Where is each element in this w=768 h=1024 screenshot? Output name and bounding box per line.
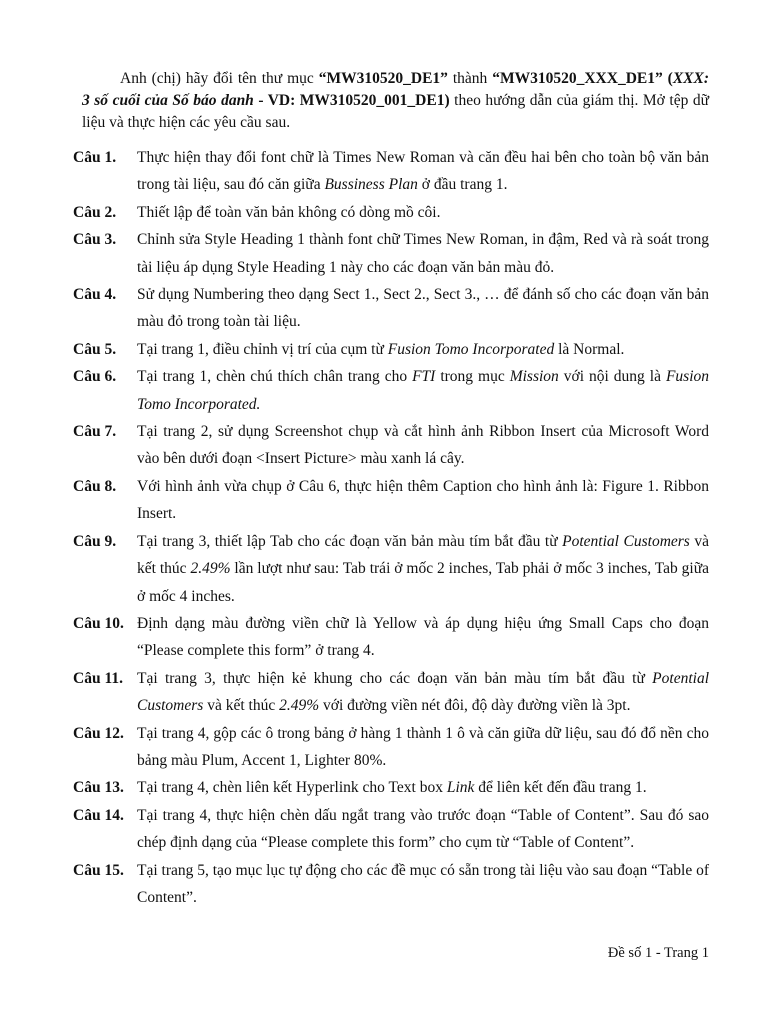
question-text-part: Tại trang 3, thiết lập Tab cho các đoạn văn bản màu tím bắt đầu từ [137,532,563,550]
italic-term: 2.49% [279,697,320,715]
intro-text-2: thành [447,70,493,87]
question-number: Câu 3. [73,231,117,249]
question-text [137,774,709,801]
question-text-part: ở đầu trang 1. [417,176,508,194]
question-text [137,610,709,665]
question-text-part: Tại trang 5, tạo mục lục tự động cho các đề mục có sẵn trong tài liệu vào sau đoạn “Table of Content”. [137,861,710,906]
question-text [137,418,709,473]
question-text-part: Sử dụng Numbering theo dạng Sect 1., Sect 2., Sect 3., … để đánh số cho các đoạn văn bản màu đỏ trong toàn tài liệu. [137,286,709,331]
question-number: Câu 2. [73,203,117,221]
question-text-part: để liên kết đến đầu trang 1. [474,779,647,797]
question-item [73,665,709,720]
italic-term: FTI [412,368,436,386]
page-footer: Đề số 1 - Trang 1 [607,945,709,961]
new-folder-name: “MW310520_XXX_DE1” [492,70,663,87]
old-folder-name: “MW310520_DE1” [318,70,448,87]
question-text-part: Tại trang 3, thực hiện kẻ khung cho các đoạn văn bản màu tím bắt đầu từ [137,669,653,687]
question-text-part: Tại trang 4, thực hiện chèn dấu ngắt trang vào trước đoạn “Table of Content”. Sau đó sao chép định dạng của “Please complete this form” cho cụm từ “Table of Content”. [137,806,709,852]
italic-term: Mission [509,368,559,386]
question-number: Câu 4. [73,286,117,304]
question-text [137,802,709,857]
intro-paren-open: ( [662,70,673,87]
question-item [73,199,709,226]
question-text [137,363,709,418]
intro-example: - VD: MW310520_001_DE1) [253,92,450,109]
question-number: Câu 14. [73,806,124,824]
question-text-part: với đường viền nét đôi, độ dày đường viền là 3pt. [319,697,631,715]
question-text-part: là Normal. [554,340,625,358]
question-text [137,199,709,226]
question-text [137,720,709,775]
question-item [73,610,709,665]
question-text-part: Tại trang 1, chèn chú thích chân trang cho [137,368,413,386]
question-text-part: và kết thúc [203,697,280,715]
question-number: Câu 7. [73,423,117,441]
question-number: Câu 12. [73,724,124,742]
question-text-part: Tại trang 2, sử dụng Screenshot chụp và cắt hình ảnh Ribbon Insert của Microsoft Word vào bên dưới đoạn <Insert Picture> màu xanh lá cây. [137,423,709,468]
question-item [73,473,709,528]
question-item [73,226,709,281]
question-number: Câu 10. [73,614,124,632]
question-text [137,528,709,610]
question-item [73,418,709,473]
question-number: Câu 1. [73,149,117,166]
question-text-part: Chỉnh sửa Style Heading 1 thành font chữ Times New Roman, in đậm, Red và rà soát trong tài liệu áp dụng Style Heading 1 này cho các đoạn văn bản màu đỏ. [137,231,709,276]
question-text-part: Tại trang 4, gộp các ô trong bảng ở hàng 1 thành 1 ô và căn giữa dữ liệu, sau đó đổ nền cho bảng màu Plum, Accent 1, Lighter 80%. [137,724,709,769]
question-item [73,144,709,199]
intro-text-1: Anh (chị) hãy đổi tên thư mục [120,70,319,87]
italic-term: Fusion Tomo Incorporated [387,340,555,358]
question-text-part: và kết thúc [137,532,709,578]
italic-term: 2.49% [190,560,231,578]
question-number: Câu 11. [73,669,123,687]
question-text-part: Thực hiện thay đổi font chữ là Times New Roman và căn đều hai bên cho toàn bộ văn bản trong tài liệu, sau đó căn giữa [137,149,709,194]
question-text [137,336,709,363]
question-text-part: Định dạng màu đường viền chữ là Yellow và áp dụng hiệu ứng Small Caps cho đoạn “Please complete this form” ở trang 4. [137,614,709,660]
intro-text-3: theo hướng dẫn của giám thị. Mở tệp dữ liệu và thực hiện các yêu cầu sau. [82,92,709,131]
italic-term: Potential Customers [562,532,690,550]
question-number: Câu 13. [73,779,124,797]
question-number: Câu 15. [73,861,124,879]
question-item [73,802,709,857]
question-text-part: Thiết lập để toàn văn bản không có dòng mồ côi. [137,203,441,221]
question-item [73,774,709,801]
italic-term: Link [446,779,475,797]
question-text [137,473,709,528]
xxx-note: XXX: 3 số cuối của Số báo danh [82,70,710,109]
question-item [73,720,709,775]
question-text [137,665,709,720]
question-text [137,144,709,199]
question-list [73,144,709,911]
question-number: Câu 8. [73,477,117,495]
question-text-part: trong mục [435,368,510,386]
question-text-part: với nội dung là [558,368,666,386]
question-text [137,226,709,281]
question-item [73,281,709,336]
question-text-part: lần lượt như sau: Tab trái ở mốc 2 inches, Tab phải ở mốc 3 inches, Tab giữa ở mốc 4 inches. [137,560,710,605]
question-text [137,857,709,912]
question-text [137,281,709,336]
italic-term: Fusion Tomo Incorporated. [137,368,710,413]
question-number: Câu 9. [73,532,117,550]
question-text-part: Tại trang 4, chèn liên kết Hyperlink cho Text box [137,779,447,797]
question-number: Câu 5. [73,340,117,358]
question-text-part: Tại trang 1, điều chỉnh vị trí của cụm từ [137,340,388,358]
intro-paragraph [82,68,709,134]
question-item [73,336,709,363]
question-text-part: Với hình ảnh vừa chụp ở Câu 6, thực hiện thêm Caption cho hình ảnh là: Figure 1. Ribbon Insert. [137,477,709,523]
question-item [73,528,709,610]
question-item [73,857,709,912]
italic-term: Bussiness Plan [324,176,418,194]
italic-term: Potential Customers [137,669,709,715]
question-number: Câu 6. [73,368,117,386]
question-item [73,363,709,418]
